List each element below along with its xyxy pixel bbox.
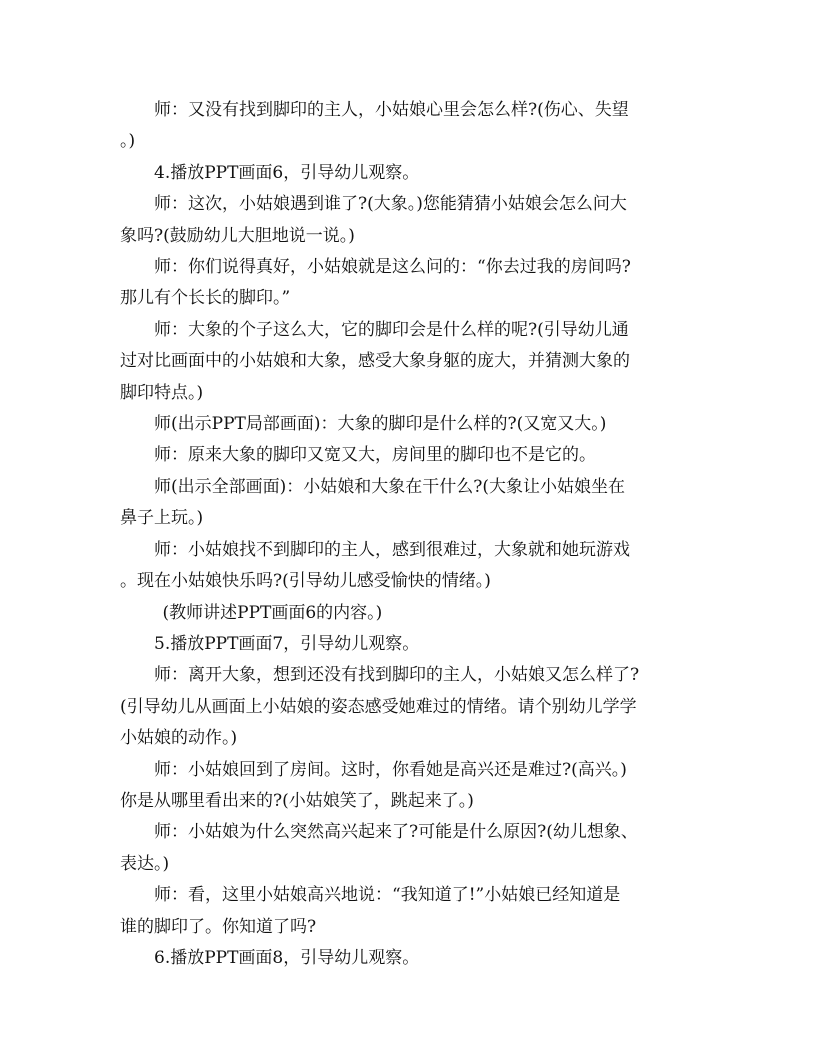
text-line: 5.播放PPT画面7，引导幼儿观察。: [154, 633, 420, 654]
text-line: 象吗?(鼓励幼儿大胆地说一说。): [120, 225, 355, 246]
text-line: (引导幼儿从画面上小姑娘的姿态感受她难过的情绪。请个别幼儿学学: [120, 696, 637, 717]
text-line: 过对比画面中的小姑娘和大象，感受大象身躯的庞大，并猜测大象的: [120, 351, 630, 372]
text-line: 师：又没有找到脚印的主人，小姑娘心里会怎么样?(伤心、失望: [154, 100, 629, 120]
text-line: 小姑娘的动作。): [120, 728, 238, 749]
text-line: 师：这次，小姑娘遇到谁了?(大象。)您能猜猜小姑娘会怎么问大: [154, 194, 627, 215]
text-line: 。现在小姑娘快乐吗?(引导幼儿感受愉快的情绪。): [120, 571, 491, 592]
paragraph-teacher-good: [120, 252, 702, 315]
paragraph-teacher-elephant: [120, 189, 702, 252]
paragraph-teacher-partial: [120, 409, 702, 440]
paragraph-teacher-know: [120, 880, 702, 943]
text-line: 那儿有个长长的脚印。”: [120, 288, 291, 309]
text-line: 师(出示PPT局部画面)：大象的脚印是什么样的?(又宽又大。): [154, 414, 607, 435]
text-line: 谁的脚印了。你知道了吗?: [120, 916, 317, 937]
text-line: 师：你们说得真好，小姑娘就是这么问的：“你去过我的房间吗?: [154, 257, 631, 278]
paragraph-teacher-wide: [120, 440, 702, 471]
text-line: 师：原来大象的脚印又宽又大，房间里的脚印也不是它的。: [154, 445, 596, 466]
paragraph-step-5: [120, 629, 702, 660]
paragraph-teacher-footprint: [120, 315, 702, 409]
text-line: 你是从哪里看出来的?(小姑娘笑了，跳起来了。): [120, 790, 474, 811]
text-line: 师：离开大象，想到还没有找到脚印的主人，小姑娘又怎么样了?: [154, 665, 640, 686]
text-line: 。): [120, 131, 136, 152]
paragraph-step-4: [120, 158, 702, 189]
paragraph-teacher-leave: [120, 660, 702, 754]
paragraph-teacher-sad: [120, 535, 702, 598]
paragraph-teacher-full: [120, 472, 702, 535]
text-line: 6.播放PPT画面8，引导幼儿观察。: [154, 947, 420, 968]
paragraph-teacher-room: [120, 755, 702, 818]
text-line: 脚印特点。): [120, 382, 204, 403]
paragraph-step-6: [120, 943, 702, 974]
text-line: 师：小姑娘回到了房间。这时，你看她是高兴还是难过?(高兴。): [154, 759, 627, 780]
text-line: 4.播放PPT画面6，引导幼儿观察。: [154, 162, 420, 183]
text-line: 师：大象的个子这么大，它的脚印会是什么样的呢?(引导幼儿通: [154, 319, 629, 340]
text-line: 鼻子上玩。): [120, 508, 204, 529]
paragraph-teacher-why: [120, 817, 702, 880]
text-line: (教师讲述PPT画面6的内容。): [162, 602, 383, 623]
text-line: 师：小姑娘为什么突然高兴起来了?可能是什么原因?(幼儿想象、: [154, 822, 638, 843]
text-line: 师(出示全部画面)：小姑娘和大象在干什么?(大象让小姑娘坐在: [154, 476, 626, 497]
text-line: 师：小姑娘找不到脚印的主人，感到很难过，大象就和她玩游戏: [154, 539, 630, 560]
text-line: 表达。): [120, 853, 170, 874]
document-body: [120, 95, 702, 974]
text-line: 师：看，这里小姑娘高兴地说：“我知道了!”小姑娘已经知道是: [154, 885, 621, 906]
paragraph-teacher-narrate: [120, 598, 702, 629]
paragraph-teacher-question: [120, 95, 702, 158]
